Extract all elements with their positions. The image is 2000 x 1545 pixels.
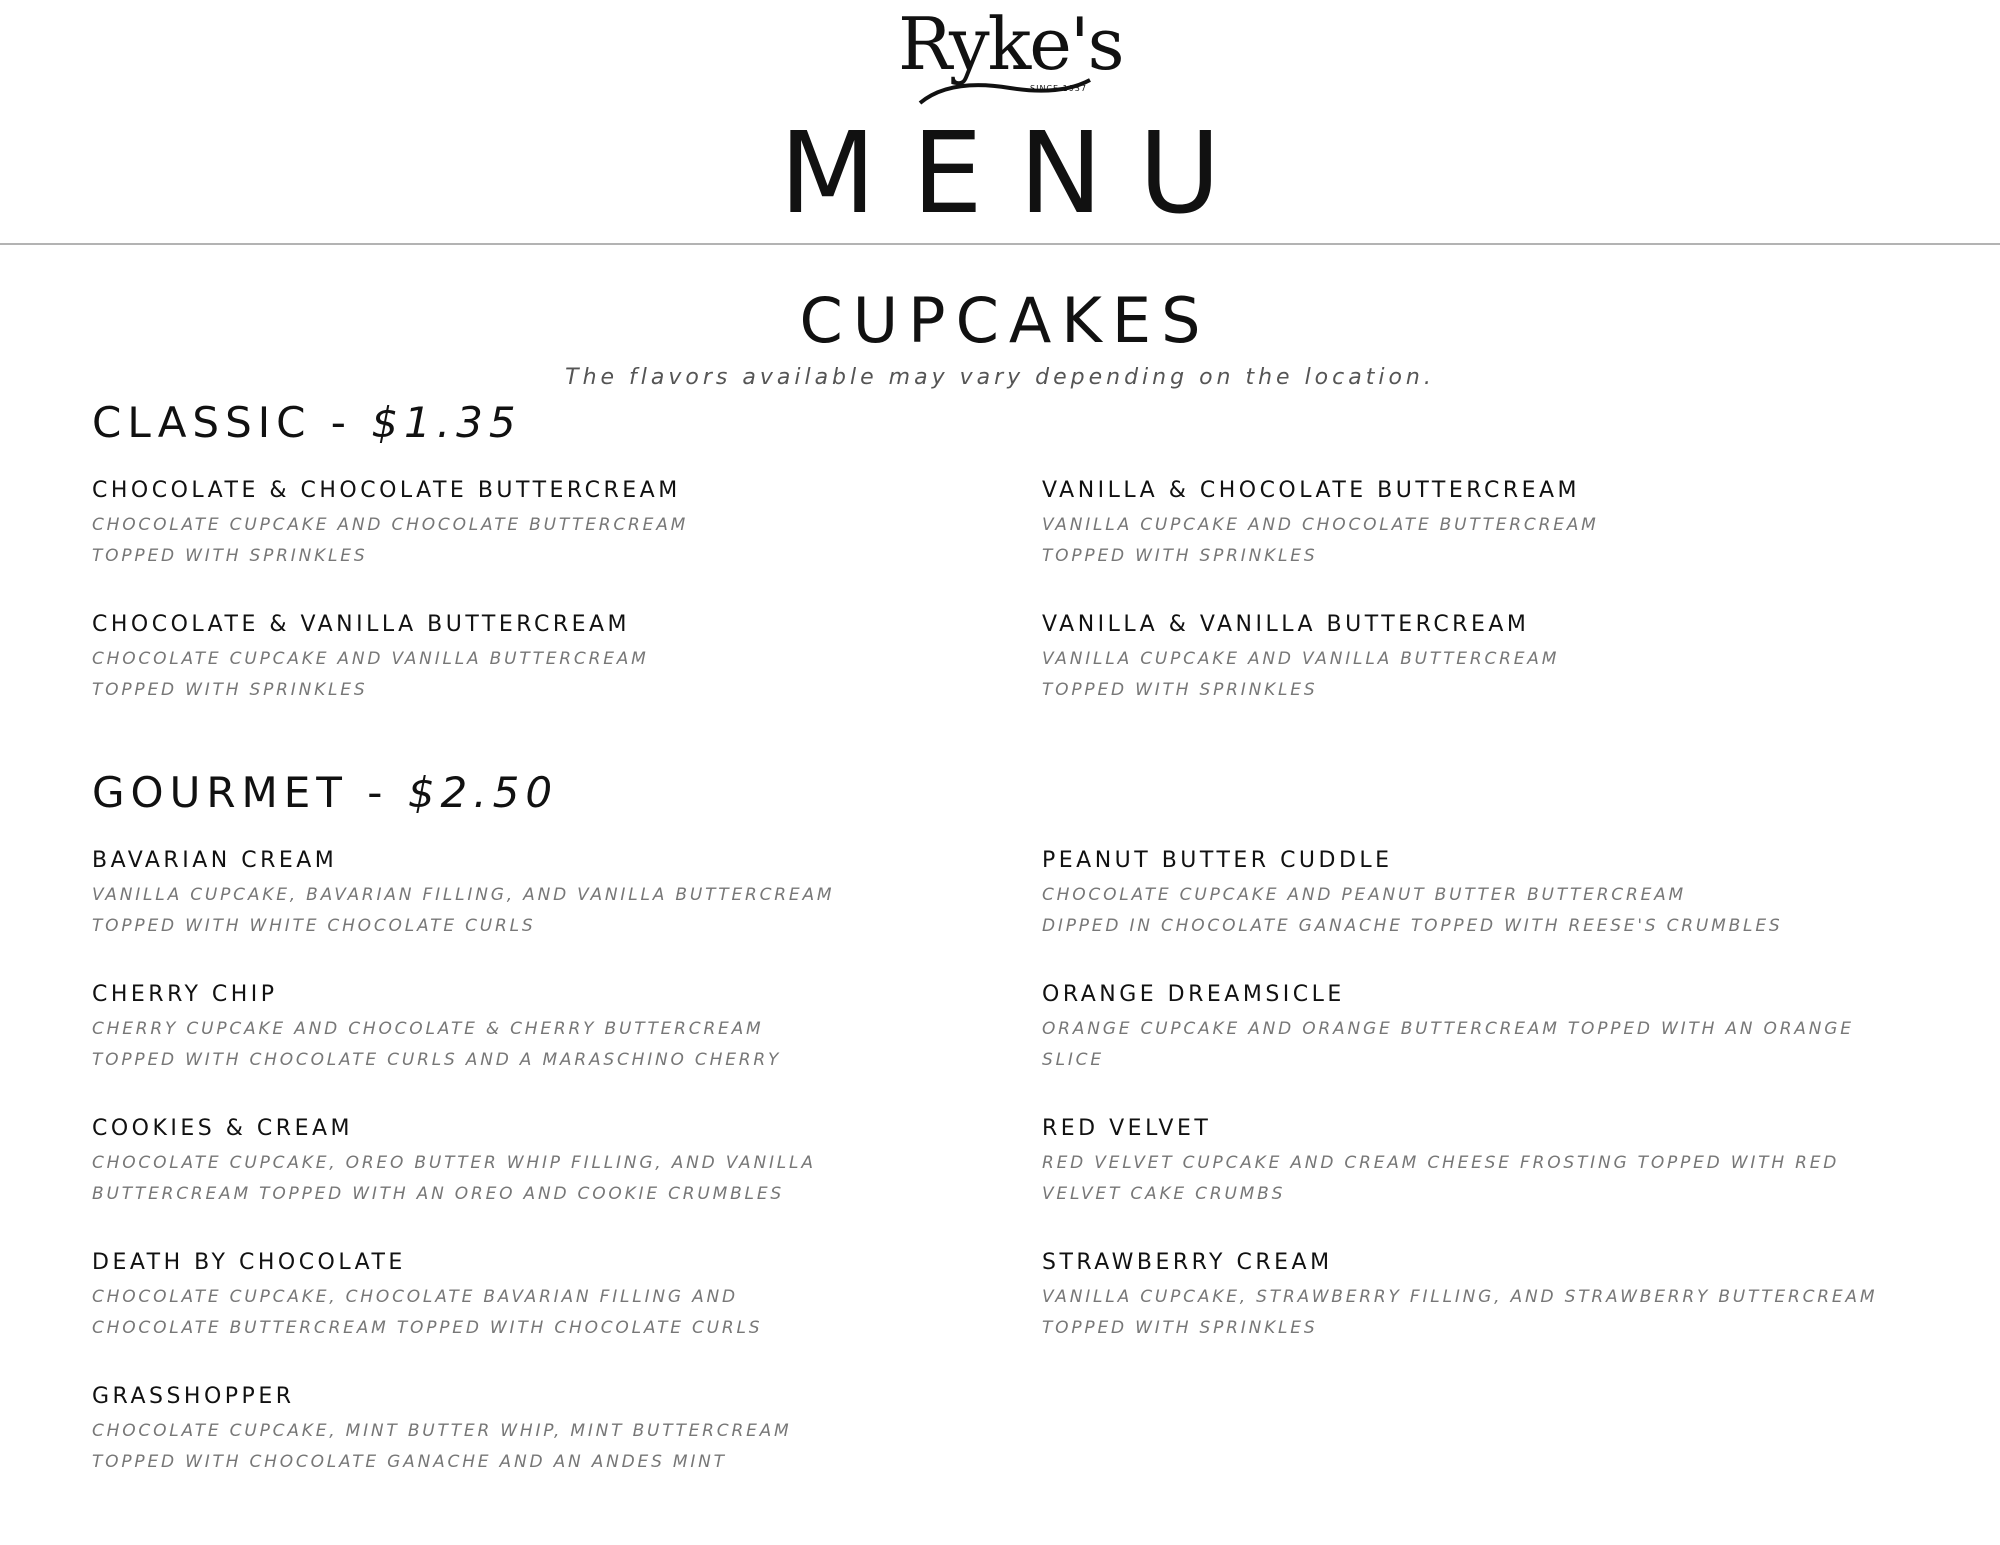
menu-item: [1042, 478, 1952, 612]
item-description: CHOCOLATE CUPCAKE AND PEANUT BUTTER BUTTERCREAM DIPPED IN CHOCOLATE GANACHE TOPPED WITH REESE'S CRUMBLES: [1042, 885, 1783, 937]
item-name: VANILLA & VANILLA BUTTERCREAM: [1042, 612, 1530, 637]
item-description: ORANGE CUPCAKE AND ORANGE BUTTERCREAM TOPPED WITH AN ORANGE SLICE: [1042, 1019, 1854, 1071]
item-name: CHOCOLATE & VANILLA BUTTERCREAM: [92, 612, 631, 637]
item-name: RED VELVET: [1042, 1116, 1212, 1141]
menu-item: [1042, 612, 1952, 746]
item-name: BAVARIAN CREAM: [92, 848, 338, 873]
menu-item: [1042, 1250, 1952, 1384]
menu-item: [1042, 1116, 1952, 1250]
item-description: VANILLA CUPCAKE AND CHOCOLATE BUTTERCREAM TOPPED WITH SPRINKLES: [1042, 515, 1599, 567]
item-description: CHOCOLATE CUPCAKE AND VANILLA BUTTERCREAM TOPPED WITH SPRINKLES: [92, 649, 649, 701]
section-note: The flavors available may vary depending on the location.: [565, 365, 1435, 390]
header-divider: [0, 243, 2000, 245]
item-name: STRAWBERRY CREAM: [1042, 1250, 1333, 1275]
gourmet-items: [92, 848, 1952, 1518]
item-description: CHOCOLATE CUPCAKE, CHOCOLATE BAVARIAN FILLING AND CHOCOLATE BUTTERCREAM TOPPED WITH CHOCOLATE CURLS: [92, 1287, 763, 1339]
group-heading-classic: [92, 398, 522, 447]
item-name: DEATH BY CHOCOLATE: [92, 1250, 406, 1275]
item-name: PEANUT BUTTER CUDDLE: [1042, 848, 1393, 873]
item-description: CHOCOLATE CUPCAKE, OREO BUTTER WHIP FILLING, AND VANILLA BUTTERCREAM TOPPED WITH AN OREO AND COOKIE CRUMBLES: [92, 1153, 816, 1205]
group-label: GOURMET -: [92, 768, 408, 817]
item-description: RED VELVET CUPCAKE AND CREAM CHEESE FROSTING TOPPED WITH RED VELVET CAKE CRUMBS: [1042, 1153, 1840, 1205]
item-description: VANILLA CUPCAKE, STRAWBERRY FILLING, AND STRAWBERRY BUTTERCREAM TOPPED WITH SPRINKLES: [1042, 1287, 1878, 1339]
item-name: COOKIES & CREAM: [92, 1116, 353, 1141]
item-name: ORANGE DREAMSICLE: [1042, 982, 1345, 1007]
logo-since: SINCE 1937: [1030, 84, 1087, 93]
menu-item: [92, 1116, 1042, 1250]
menu-item: [92, 982, 1042, 1116]
menu-item: [1042, 848, 1952, 982]
menu-item: [92, 848, 1042, 982]
item-name: CHOCOLATE & CHOCOLATE BUTTERCREAM: [92, 478, 681, 503]
item-description: CHOCOLATE CUPCAKE, MINT BUTTER WHIP, MINT BUTTERCREAM TOPPED WITH CHOCOLATE GANACHE AND AN ANDES MINT: [92, 1421, 792, 1473]
item-name: GRASSHOPPER: [92, 1384, 295, 1409]
group-label: CLASSIC -: [92, 398, 372, 447]
brand-logo: [890, 2, 1123, 108]
group-price: $1.35: [371, 398, 522, 447]
classic-items: [92, 478, 1952, 746]
item-name: VANILLA & CHOCOLATE BUTTERCREAM: [1042, 478, 1581, 503]
section-title: CUPCAKES: [799, 284, 1211, 357]
group-heading-gourmet: [92, 768, 559, 817]
menu-item: [92, 1384, 1042, 1518]
item-description: VANILLA CUPCAKE AND VANILLA BUTTERCREAM TOPPED WITH SPRINKLES: [1042, 649, 1560, 701]
item-description: CHOCOLATE CUPCAKE AND CHOCOLATE BUTTERCREAM TOPPED WITH SPRINKLES: [92, 515, 689, 567]
item-description: VANILLA CUPCAKE, BAVARIAN FILLING, AND VANILLA BUTTERCREAM TOPPED WITH WHITE CHOCOLATE CURLS: [92, 885, 835, 937]
logo-wordmark: Ryke's: [898, 2, 1123, 86]
page-title: MENU: [779, 109, 1257, 239]
item-name: CHERRY CHIP: [92, 982, 278, 1007]
group-price: $2.50: [407, 768, 559, 817]
menu-item: [1042, 982, 1952, 1116]
item-description: CHERRY CUPCAKE AND CHOCOLATE & CHERRY BUTTERCREAM TOPPED WITH CHOCOLATE CURLS AND A MARASCHINO CHERRY: [92, 1019, 782, 1071]
menu-item: [92, 1250, 1042, 1384]
menu-item: [92, 478, 1042, 612]
menu-item: [92, 612, 1042, 746]
